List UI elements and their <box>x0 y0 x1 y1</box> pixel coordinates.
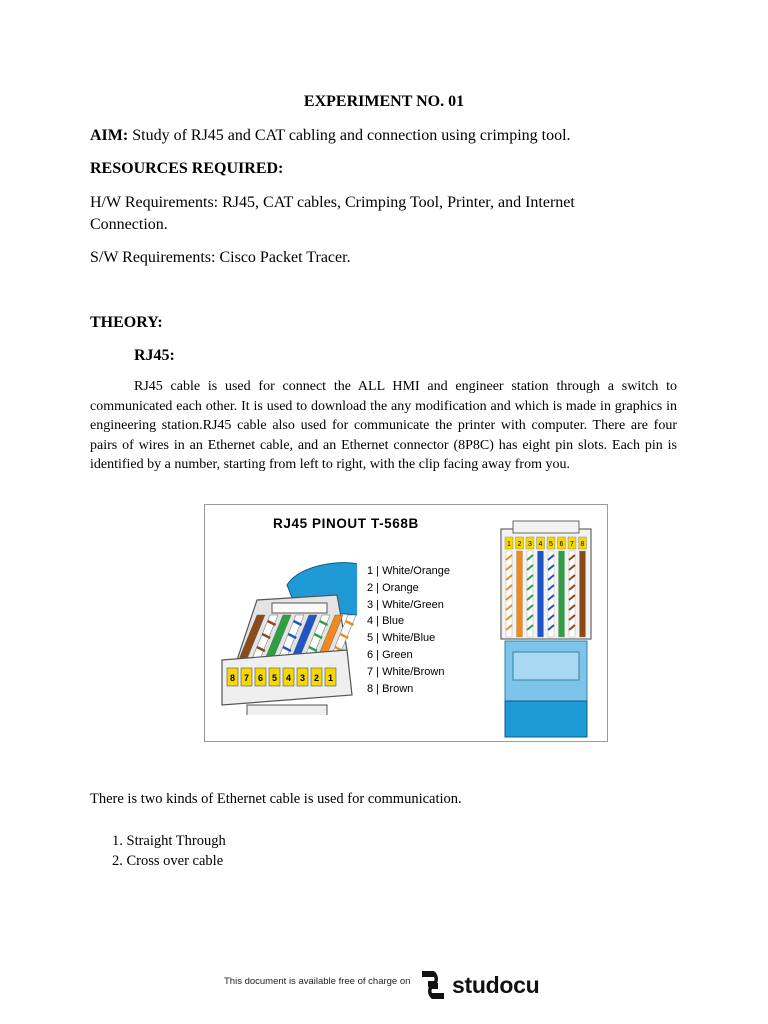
contact-number: 8 <box>229 673 236 683</box>
aim-label: AIM: <box>90 127 129 144</box>
pin-label: 6 | Green <box>367 649 413 661</box>
footer-availability-text: This document is available free of charge on <box>224 976 411 987</box>
rj45-connector-drawing <box>217 555 357 715</box>
contact-number: 6 <box>257 673 264 683</box>
list-item: 1. Straight Through <box>112 833 226 849</box>
rj45-heading: RJ45: <box>134 347 175 364</box>
studocu-logo[interactable] <box>418 968 539 1002</box>
front-pin-number: 8 <box>580 541 585 548</box>
sw-requirements: S/W Requirements: Cisco Packet Tracer. <box>90 249 351 266</box>
cable-kinds-sentence: There is two kinds of Ethernet cable is used for communication. <box>90 791 462 807</box>
front-wire <box>548 551 554 637</box>
contact-number: 5 <box>271 673 278 683</box>
figure-title: RJ45 PINOUT T-568B <box>273 516 419 531</box>
front-wire <box>527 551 533 637</box>
studocu-brand-text: studocu <box>452 971 540 998</box>
contact-number: 1 <box>327 673 334 683</box>
pin-label: 2 | Orange <box>367 581 419 594</box>
aim-text: Study of RJ45 and CAT cabling and connection using crimping tool. <box>128 127 571 144</box>
studocu-logo-icon <box>418 969 448 1001</box>
front-pin-number: 4 <box>538 541 543 548</box>
contact-number: 2 <box>313 673 320 683</box>
list-item: 2. Cross over cable <box>112 853 224 869</box>
front-wire <box>569 551 575 637</box>
front-pin-number: 2 <box>517 541 522 548</box>
page-title: EXPERIMENT NO. 01 <box>303 93 465 110</box>
theory-heading: THEORY: <box>90 314 163 331</box>
contact-number: 4 <box>285 673 292 683</box>
front-pin-number: 1 <box>507 541 511 548</box>
aim-line <box>90 127 571 145</box>
front-wire <box>538 551 544 637</box>
front-wire <box>559 551 565 637</box>
front-wire <box>506 551 512 637</box>
front-pin-number: 3 <box>528 541 532 548</box>
rj45-pinout-figure <box>204 504 608 742</box>
hw-requirements-line1: H/W Requirements: RJ45, CAT cables, Crimping Tool, Printer, and Internet <box>90 194 575 211</box>
contact-number: 3 <box>299 673 306 683</box>
contact-number: 7 <box>243 673 250 683</box>
front-pin-number: 5 <box>549 541 553 548</box>
front-pin-number: 7 <box>570 541 574 548</box>
pin-label: 4 | Blue <box>367 615 405 628</box>
pin-label: 1 | White/Orange <box>367 565 450 577</box>
pin-label: 5 | White/Blue <box>367 632 436 645</box>
resources-heading: RESOURCES REQUIRED: <box>90 160 284 177</box>
pin-label: 7 | White/Brown <box>367 665 445 678</box>
front-pin-number: 6 <box>559 541 564 548</box>
pin-label: 3 | White/Green <box>367 598 444 611</box>
hw-requirements-line2: Connection. <box>90 216 168 233</box>
rj45-front-view-drawing <box>491 519 601 739</box>
pin-label: 8 | Brown <box>367 682 414 695</box>
front-wire <box>580 551 586 637</box>
rj45-paragraph: RJ45 cable is used for connect the ALL HMI and engineer station through a switch to communicated each other. It is used to download the any modification and which is made in graphics in engineering station.RJ45 cable also used for communicate the printer with computer. There are four pairs of wires in an Ethernet cable, and an Ethernet connector (8P8C) has eight pin slots. Each pin is identified by a number, starting from left to right, with the clip facing away from you. <box>90 379 677 472</box>
front-wire <box>517 551 523 637</box>
